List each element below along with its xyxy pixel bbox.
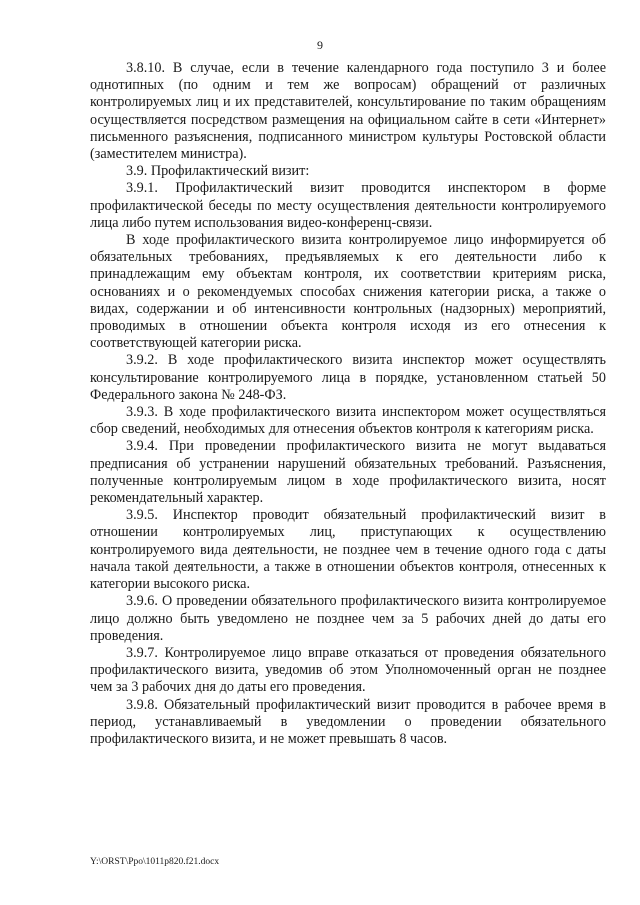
paragraph-3-9-2: 3.9.2. В ходе профилактического визита инспектор может осуществлять консультирование контролируемого лица в порядке, установленном статьей 50 Федерального закона № 248-ФЗ.	[90, 352, 606, 403]
paragraph-3-9-1-info: В ходе профилактического визита контролируемое лицо информируется об обязательных требованиях, предъявляемых к его деятельности либо к принадлежащим ему объектам контроля, их соответствии критериям риска, основаниях и о рекомендуемых способах снижения категории риска, а также о видах, содержании и об интенсивности контрольных (надзорных) мероприятий, проводимых в отношении объекта контроля исходя из его отнесения к соответствующей категории риска.	[90, 232, 606, 352]
paragraph-3-9-1: 3.9.1. Профилактический визит проводится инспектором в форме профилактической беседы по месту осуществления деятельности контролируемого лица либо путем использования видео-конференц-связи.	[90, 180, 606, 231]
paragraph-3-9-heading: 3.9. Профилактический визит:	[126, 163, 310, 180]
paragraph-3-9-6: 3.9.6. О проведении обязательного профилактического визита контролируемое лицо должно быть уведомлено не позднее чем за 5 рабочих дней до даты его проведения.	[90, 593, 606, 644]
document-body	[90, 60, 606, 748]
paragraph-3-9-5: 3.9.5. Инспектор проводит обязательный профилактический визит в отношении контролируемых лиц, приступающих к осуществлению контролируемого вида деятельности, не позднее чем в течение одного года с даты начала такой деятельности, а также в отношении объектов контроля, отнесенных к категории высокого риска.	[90, 507, 606, 593]
paragraph-3-9-8: 3.9.8. Обязательный профилактический визит проводится в рабочее время в период, устанавливаемый в уведомлении о проведении обязательного профилактического визита, и не может превышать 8 часов.	[90, 696, 606, 747]
paragraph-3-9-3: 3.9.3. В ходе профилактического визита инспектором может осуществляться сбор сведений, необходимых для отнесения объектов контроля к категориям риска.	[90, 404, 606, 438]
page-number: 9	[317, 38, 323, 52]
paragraph-3-9-4: 3.9.4. При проведении профилактического визита не могут выдаваться предписания об устранении нарушений обязательных требований. Разъяснения, полученные контролируемым лицом в ходе профилактического визита, носят рекомендательный характер.	[90, 438, 606, 507]
paragraph-3-8-10: 3.8.10. В случае, если в течение календарного года поступило 3 и более однотипных (по одним и тем же вопросам) обращений от различных контролируемых лиц и их представителей, консультирование по таким обращениям осуществляется посредством размещения на официальном сайте в сети «Интернет» письменного разъяснения, подписанного министром культуры Ростовской области (заместителем министра).	[90, 60, 606, 163]
footer-file-path: Y:\ORST\Ppo\1011p820.f21.docx	[90, 857, 220, 867]
paragraph-3-9-7: 3.9.7. Контролируемое лицо вправе отказаться от проведения обязательного профилактического визита, уведомив об этом Уполномоченный орган не позднее чем за 3 рабочих дня до даты его проведения.	[90, 644, 606, 696]
